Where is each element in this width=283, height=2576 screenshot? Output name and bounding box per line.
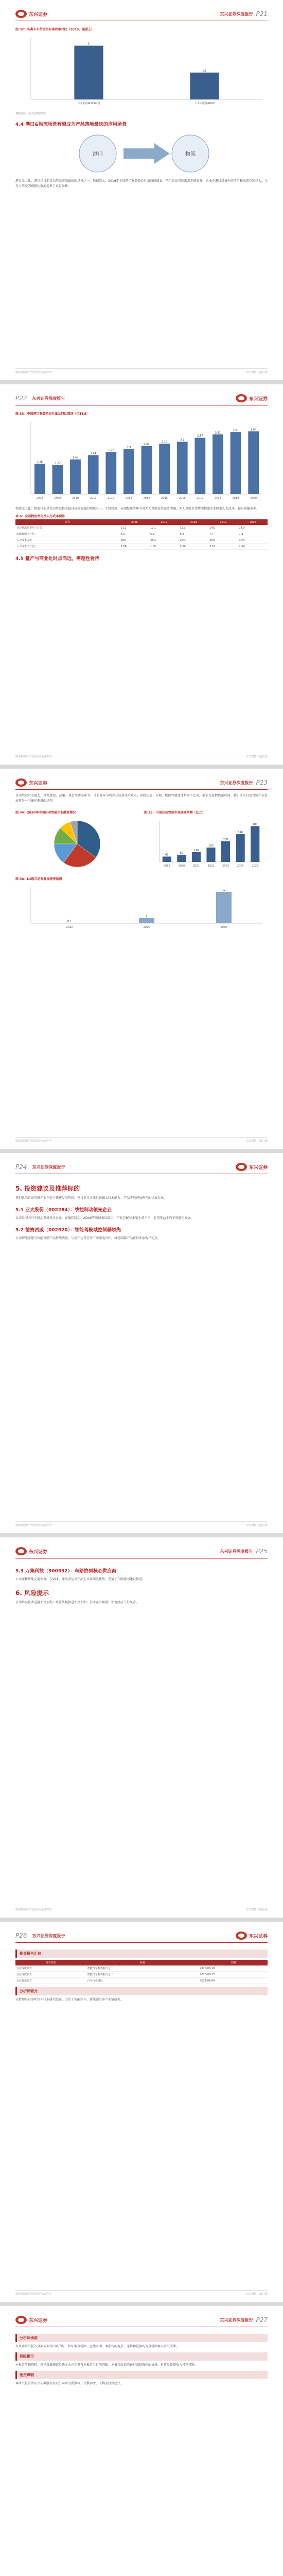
paragraph: 分析师具有多年汽车行业研究经验，专注于智能汽车、新能源汽车产业链研究。 [15,1998,124,2002]
column-header: 2017 [149,519,179,525]
brand-name: 东兴证券 [249,1165,268,1171]
page-number: P22 [15,395,27,402]
pie-chart [15,816,139,872]
paragraph: 公司是国内汽车制动系统龙头企业，在线控制动、ADAS等领域布局较早，产品已配套多家主流车企，有望受益于汽车智能化发展。 [15,1216,194,1220]
diagram [15,130,268,177]
bar [34,464,45,494]
data-label: 0.1 [67,920,72,923]
table-cell: 6.0 [120,531,149,537]
data-label: 310 [238,831,243,835]
footer-slogan: 东方财智 兴盛之源 [246,1524,268,1527]
column-header: 2020 [238,519,268,525]
report-tag: 东兴证券深度报告 [32,1164,65,1170]
page-header [15,1929,268,1943]
x-tick-label: 2014 [143,497,150,500]
table-cell: 14.6 [208,525,238,531]
data-label: 110 [193,849,199,852]
table-row [15,525,268,531]
table-row [15,1965,268,1972]
page-23 [0,769,283,1149]
table-cell: 14.9 [238,525,268,531]
page-header [15,776,268,790]
bar [159,444,170,494]
brand-logo-icon [15,778,27,787]
footer-disclaimer: 敬请参阅报告结尾处的免责声明 [15,2293,52,2296]
arrow-icon [123,143,170,164]
x-tick-label: 2019 [232,497,239,500]
brand-name: 东兴证券 [29,12,48,18]
table-cell: 7.7 [208,531,238,537]
data-label: 2.61 [233,429,239,432]
page-22 [0,384,283,765]
data-label: 60 [165,853,169,857]
column-header: 2019 [208,519,238,525]
table-cell: 2020-09-15 [199,1972,268,1978]
table-row [15,531,268,537]
x-tick-label: 2020 [66,926,73,929]
data-label: 2.12 [162,440,168,444]
table-cell: 行业普通报告 [15,1978,86,1984]
page-number: P27 [256,2316,268,2324]
table-cell: 人力成本（万亿） [15,544,120,550]
data-table [15,519,268,550]
data-label: 1 [87,42,90,46]
table-cell: 28% [120,537,149,544]
page-footer [15,2290,268,2296]
section-bar: 风险提示 [15,2352,268,2361]
section-heading: 5.2 德赛西威（002920）：智能驾驶域控制器领先 [15,1228,121,1233]
table-cell: 2020-06-10 [199,1965,268,1972]
bar [74,46,103,99]
bar-chart [144,816,268,872]
source-note: 资料来源：东兴证券研究所 [15,112,47,115]
bar [206,848,215,862]
data-label: 1.22 [55,462,61,465]
paragraph: 港口无人化：港口是目前自动驾驶落地最快的场景之一。数据显示，2019年全球港口集装箱吞吐量持续增长，港口自动驾驶需求不断提升，企业在港口场景中的应用和改造空间巨大，为无人驾驶的规模化落地提供了良好条件。 [15,179,268,188]
brand-name: 东兴证券 [29,781,48,786]
table-cell: 人力成本占比 [15,537,120,544]
bar [248,431,259,494]
brand-logo-icon [236,1163,247,1171]
bar [236,834,245,862]
column-header: 报告类型 [15,1960,86,1965]
page-21 [0,0,283,380]
figure-title: 图 32：各类卡车货损相对事故率对比（2019，起重上） [15,28,95,31]
section-heading: 4.5 量产与商业化时点尚远，需理性看待 [15,556,100,562]
table-cell: 智能汽车系列报告之二 [86,1972,199,1978]
column-header: 标题 [86,1960,199,1965]
bar [142,446,152,494]
table-cell: 28% [149,537,179,544]
bar [70,460,81,494]
footer-slogan: 东方财智 兴盛之源 [246,1908,268,1911]
report-tag: 东兴证券深度报告 [220,11,253,16]
table-cell: 2.00 [179,544,208,550]
bar-chart [15,417,268,504]
page-number: P23 [256,779,268,786]
page-header [15,1545,268,1558]
data-label: 230 [223,838,228,841]
data-label: 1.28 [37,460,43,464]
bar [123,449,134,494]
table-cell: 行业深度报告 [15,1965,86,1972]
table-row [15,537,268,544]
x-tick-label: 2020 [250,497,257,500]
data-label: 2.37 [197,434,203,438]
paragraph: 负责本研究报告全部或部分内容的每一位证券分析师，在此申明，本报告的观点、逻辑和论据均为分析师本人研究成果。 [15,2345,180,2348]
data-label: 12 [222,889,226,892]
paragraph: 本研究报告由东兴证券股份有限公司研究所撰写，仅供参考，不构成投资建议。 [15,2382,124,2385]
page-header [15,7,268,21]
bar [177,442,188,494]
bar [52,465,63,494]
table-cell: 2021-01-08 [199,1978,268,1984]
bar [213,434,223,494]
bar [139,918,154,923]
section-heading: 5.3 万集科技（300552）：车路协同核心供应商 [15,1569,117,1574]
data-label: 2 [146,914,148,918]
x-tick-label: 2020 [178,865,185,868]
section-heading: 5.1 亚太股份（002284）：线控制动领先企业 [15,1208,112,1213]
page-footer [15,753,268,758]
data-label: 160 [208,844,214,848]
page-footer [15,1137,268,1143]
data-label: 2.2 [180,438,185,442]
page-number: P25 [256,1548,268,1555]
table-cell: 6.9 [179,531,208,537]
footer-disclaimer: 敬请参阅报告结尾处的免责声明 [15,1524,52,1527]
chapter-heading: 5. 投资建议及推荐标的 [15,1185,80,1192]
table-cell: 1.68 [120,544,149,550]
page-27 [0,2306,283,2576]
x-tick-label: 2017 [197,497,204,500]
x-tick-label: 卡车配备ADAS系统 [77,102,100,105]
x-tick-label: 2009 [54,497,61,500]
x-tick-label: 2010 [72,497,79,500]
table-cell: 7.8 [238,531,268,537]
column-header: 日期 [199,1960,268,1965]
x-tick-label: 2025 [252,865,259,868]
page-26 [0,1922,283,2302]
table-cell: 6.6 [149,531,179,537]
data-label: 80 [180,852,184,855]
x-tick-label: 2030 [220,926,227,929]
footer-slogan: 东方财智 兴盛之源 [246,755,268,758]
report-tag: 东兴证券深度报告 [32,396,65,401]
table-cell: 13.3 [179,525,208,531]
x-tick-label: 2012 [108,497,115,500]
footer-slogan: 东方财智 兴盛之源 [246,1140,268,1143]
paragraph: 物流无人化：物流行业是自动驾驶技术最具应用价值的领域之一。干线物流、末端配送等环节对无人驾驶技术需求明确，无人驾驶有望帮助物流企业降低人力成本，提升运输效率。 [15,507,260,511]
x-tick-label: 2021 [193,865,200,868]
report-tag: 东兴证券深度报告 [32,1933,65,1938]
x-tick-label: 2008 [36,497,43,500]
bar [190,73,219,99]
data-label: 1.64 [90,452,96,455]
x-tick-label: 2019 [163,865,170,868]
data-label: 1.77 [108,449,114,452]
section-bar: 分析师简介 [15,1987,268,1995]
data-label: 0.5 [202,69,207,73]
data-label: 2.64 [251,428,257,432]
x-tick-label: 2025 [143,926,150,929]
page-footer [15,368,268,374]
footer-disclaimer: 敬请参阅报告结尾处的免责声明 [15,1140,52,1143]
section-heading: 4.4 港口&物流场景有望成为产品落地最快的应用场景 [15,122,127,127]
figure-title: 图 35：中国自动驾驶市场规模预测（亿元） [144,811,205,815]
diagram-label-left: 港口 [93,151,103,157]
page-25 [0,1537,283,1918]
bar [192,852,201,862]
page-footer [15,1906,268,1911]
table-cell: 11.1 [120,525,149,531]
table-cell: 2.31 [208,544,238,550]
page-header [15,2313,268,2327]
table-cell: 社会物流总费用（万亿） [15,525,120,531]
paragraph: 自动驾驶技术进展不及预期；政策法规推进不及预期；行业竞争加剧；宏观经济下行风险。 [15,1601,139,1604]
brand-logo-icon [15,10,27,18]
brand-logo-icon [236,394,247,402]
report-tag: 东兴证券深度报告 [220,2317,253,2323]
bar-chart [15,32,268,110]
table-cell: 2.34 [238,544,268,550]
footer-disclaimer: 敬请参阅报告结尾处的免责声明 [15,371,52,374]
bar [221,841,230,862]
section-bar: 免责声明 [15,2371,268,2379]
x-tick-label: 2023 [222,865,229,868]
page-footer [15,1521,268,1527]
figure-title: 图 33：中国港口集装箱吞吐量及同比增速（亿TEU） [15,412,90,416]
bar [231,432,241,494]
figure-title: 图 36：L4级自动驾驶渗透率预测 [15,877,62,881]
table-cell: 12.1 [149,525,179,531]
bar [251,826,259,862]
footer-slogan: 东方财智 兴盛之源 [246,371,268,374]
page-header [15,1160,268,1174]
table-row [15,1972,268,1978]
x-tick-label: 2016 [179,497,186,500]
diagram-label-right: 物流 [185,151,196,157]
brand-logo-icon [236,1931,247,1940]
paragraph: 自动驾驶产业链长，涉及感知、决策、执行等诸多环节，目前各环节均存在较多技术难点。同时法规、伦理、保险等制度体系尚不完善，商业化进程仍需时间。我们认为自动驾驶产业发展将是一个循序渐进的过程。 [15,794,268,803]
page-header [15,392,268,405]
column-header: 项目 [15,519,120,525]
brand-logo-icon [15,2316,27,2324]
chapter-heading: 6. 风险提示 [15,1589,49,1597]
table-cell: 行业深度报告 [15,1972,86,1978]
bar [177,855,186,862]
page-24 [0,1153,283,1533]
page-number: P24 [15,1163,27,1171]
brand-name: 东兴证券 [29,2318,48,2324]
data-label: 1.9 [127,446,131,449]
footer-disclaimer: 敬请参阅报告结尾处的免责声明 [15,755,52,758]
table-row [15,1978,268,1984]
table-cell: 1.85 [149,544,179,550]
data-label: 400 [252,823,258,826]
figure-title: 图 34：2020年中国自动驾驶企业融资情况 [15,811,76,815]
data-label: 2.51 [215,431,221,435]
bar-chart [15,882,268,934]
x-tick-label: 卡车未配备ADAS [194,102,215,105]
bar [216,892,232,923]
brand-name: 东兴证券 [249,396,268,402]
x-tick-label: 2022 [207,865,215,868]
page-number: P26 [15,1932,27,1939]
column-header: 2016 [120,519,149,525]
table-cell: 运输费用（万亿） [15,531,120,537]
footer-slogan: 东方财智 兴盛之源 [246,2293,268,2296]
data-label: 2.02 [144,443,150,446]
table-cell: 29% [179,537,208,544]
table-cell: 智能汽车系列报告之一 [86,1965,199,1972]
section-bar: 相关报告汇总 [15,1950,268,1958]
x-tick-label: 2024 [237,865,244,868]
bar [163,857,171,862]
table-cell: 30% [208,537,238,544]
brand-name: 东兴证券 [249,1934,268,1939]
data-label: 1.46 [72,456,79,460]
paragraph: 公司智能座舱与智能驾驶产品持续放量，与英伟达等芯片厂商深度合作，域控制器产品获得多家客户定点。 [15,1236,161,1240]
paragraph: 公司深耕智能交通领域，在V2X、激光雷达等产品上具备领先优势，受益于车路协同建设推进。 [15,1578,146,1581]
bar [88,455,99,494]
bar [194,438,205,494]
page-number: P21 [256,10,268,18]
section-bar: 分析师承诺 [15,2334,268,2342]
x-tick-label: 2015 [161,497,168,500]
bar [105,452,116,494]
column-header: 2018 [179,519,208,525]
table-cell: 30% [238,537,268,544]
x-tick-label: 2011 [90,497,97,500]
paragraph: 我们认为自动驾驶产业正处于快速发展阶段，建议重点关注具备核心技术能力、产品落地进展领先的优质企业。 [15,1196,167,1200]
report-tag: 东兴证券深度报告 [220,780,253,785]
x-tick-label: 2013 [126,497,132,500]
table-title: 表 6：全国物流费用及人力成本测算 [15,515,65,518]
report-list-table [15,1960,268,1984]
brand-name: 东兴证券 [29,1549,48,1555]
table-row [15,544,268,550]
x-tick-label: 2018 [215,497,221,500]
report-tag: 东兴证券深度报告 [220,1549,253,1554]
brand-logo-icon [15,1547,27,1555]
table-cell: 汽车行业周报 [86,1978,199,1984]
paragraph: 本报告所载资料、意见及推测仅反映本公司于发布本报告当日的判断，本报告所指的证券或投资标的价格、价值及投资收入可升可跌。 [15,2363,198,2367]
footer-disclaimer: 敬请参阅报告结尾处的免责声明 [15,1908,52,1911]
